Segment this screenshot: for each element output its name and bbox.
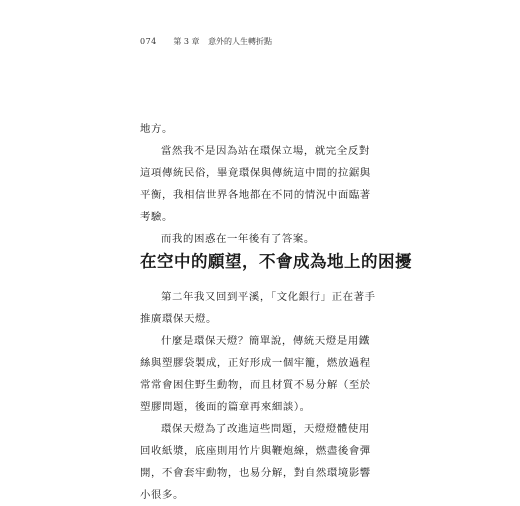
chapter-number: 第 3 章 xyxy=(173,37,200,46)
paragraph: 什麼是環保天燈？簡單說，傳統天燈是用鐵絲與塑膠袋製成，正好形成一個牢籠，燃放過程常常會困住野生動物，而且材質不易分解（至於塑膠問題，後面的篇章再來細談）。 xyxy=(140,335,371,413)
page-number: 074 xyxy=(140,37,157,46)
paragraph: 環保天燈為了改進這些問題，天燈燈體使用回收紙漿，底座則用竹片與鞭炮線，燃盡後會彈開，不會套牢動物，也易分解，對自然環境影響小很多。 xyxy=(140,423,371,501)
paragraph: 第二年我又回到平溪，「文化銀行」正在著手推廣環保天燈。 xyxy=(140,291,376,325)
body-text-top xyxy=(140,118,378,250)
chapter-title: 意外的人生轉折點 xyxy=(208,37,273,46)
paragraph: 而我的困惑在一年後有了答案。 xyxy=(161,233,315,245)
paragraph: 當然我不是因為站在環保立場，就完全反對這項傳統民俗，畢竟環保與傳統這中間的拉鋸與平衡，我相信世界各地都在不同的情況中面臨著考驗。 xyxy=(140,145,371,223)
body-text-bottom xyxy=(140,286,378,506)
section-heading: 在空中的願望，不會成為地上的困擾 xyxy=(140,252,412,271)
running-header xyxy=(140,36,272,47)
paragraph-continuation: 地方。 xyxy=(140,123,173,135)
